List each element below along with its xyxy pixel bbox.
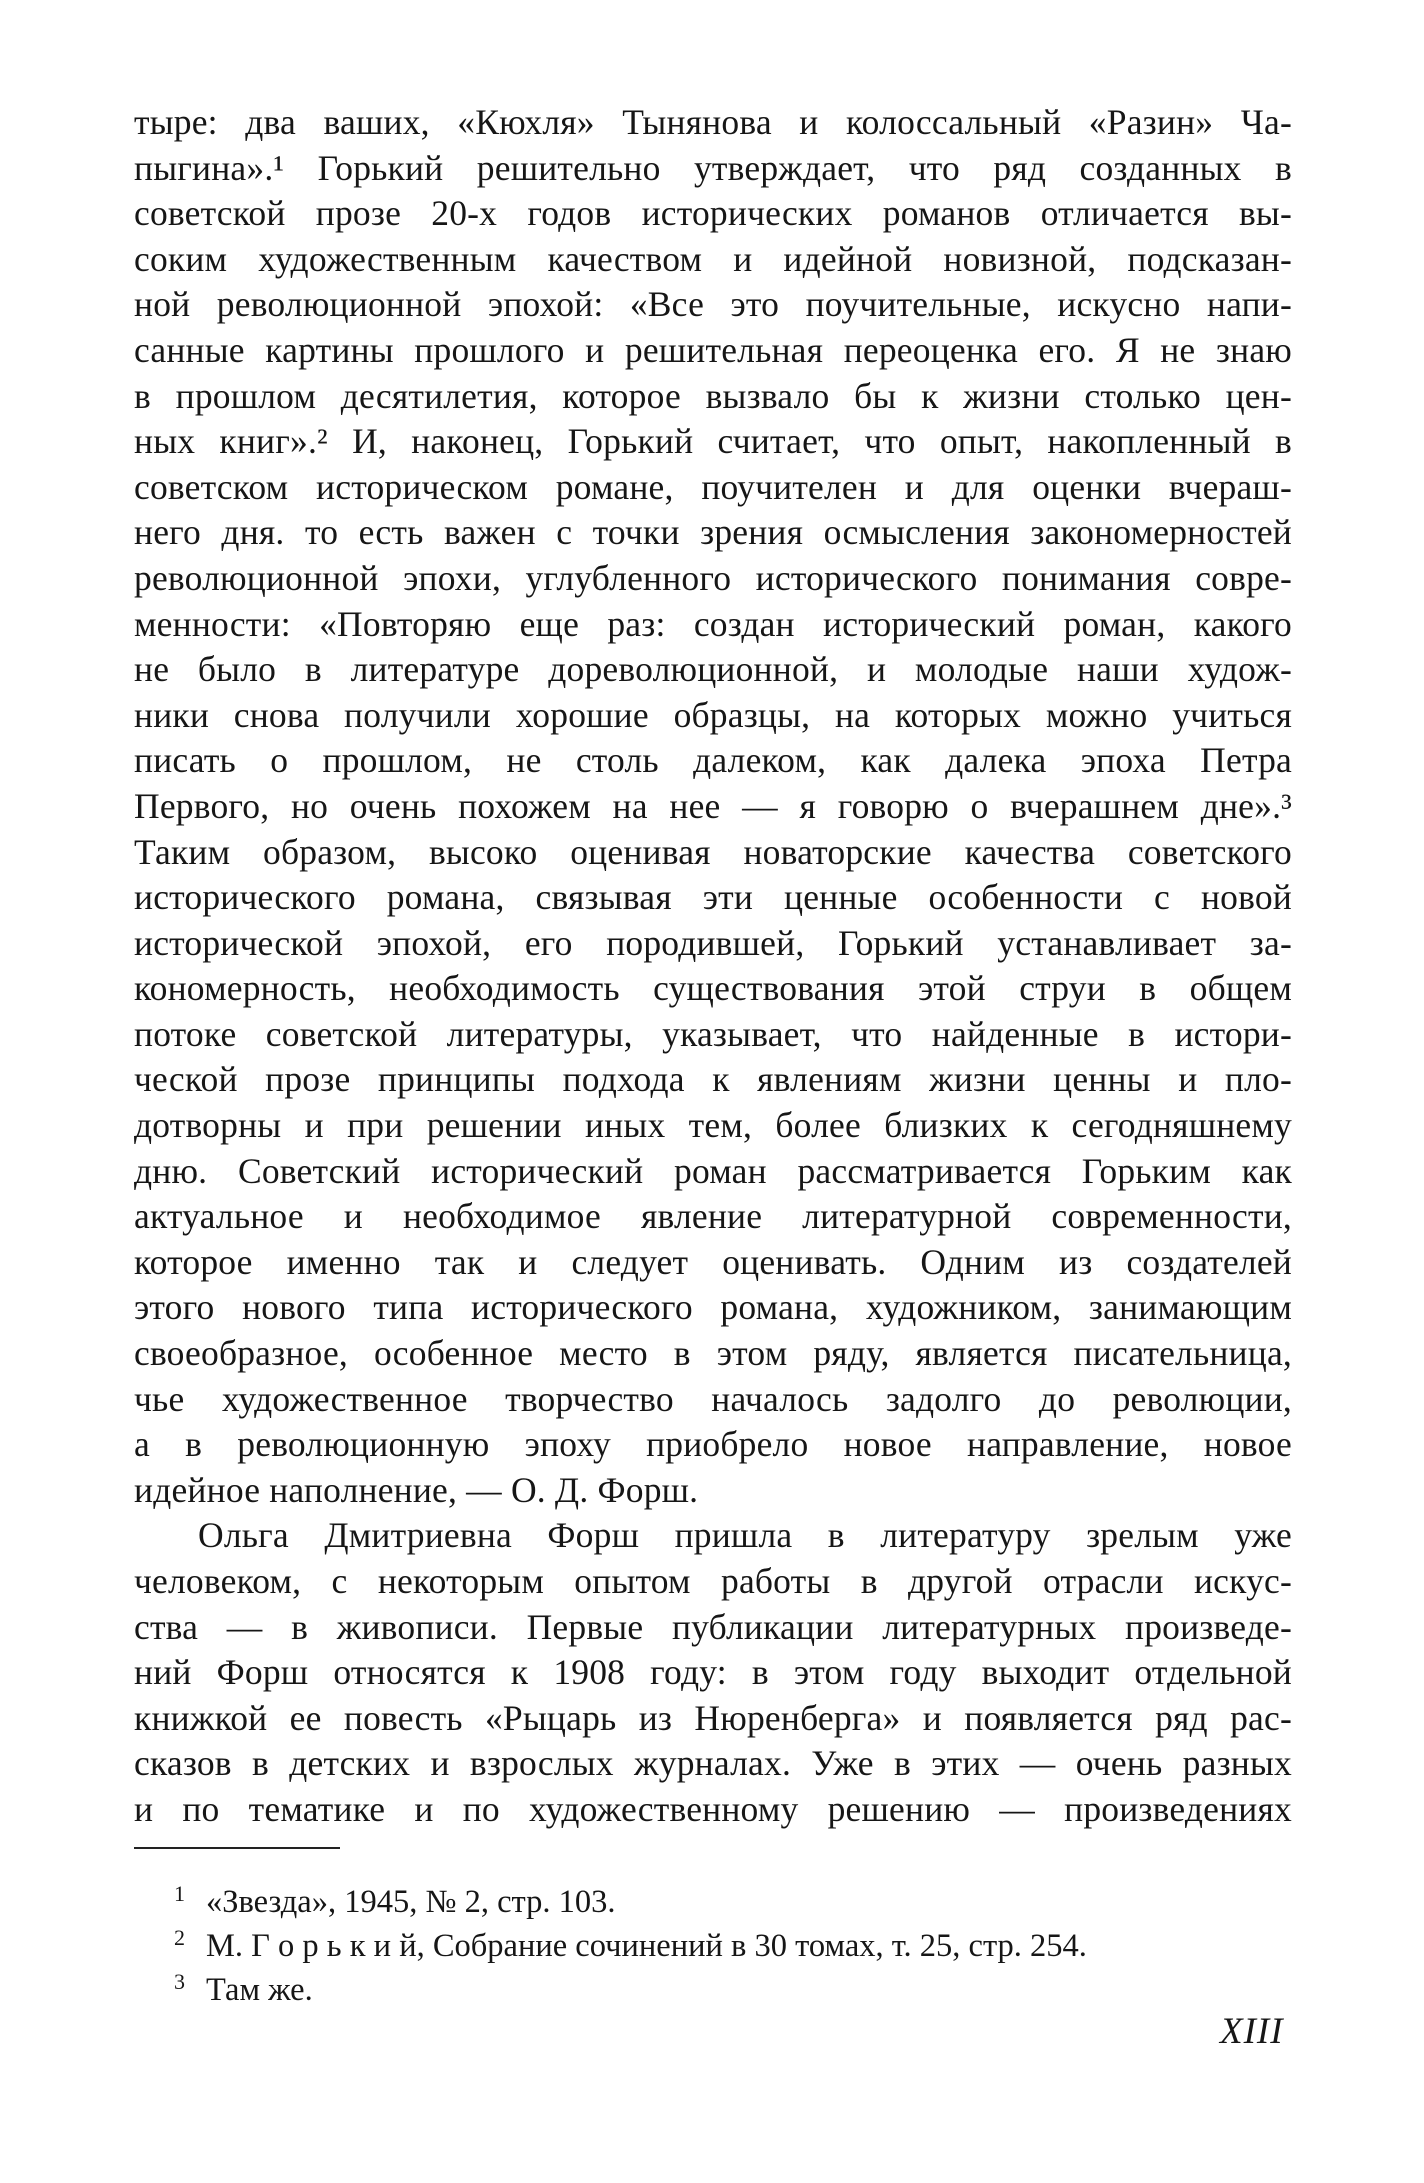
body-line: которое именно так и следует оценивать. Одним из создателей xyxy=(134,1241,1292,1282)
body-line: ний Форш относятся к 1908 году: в этом году выходит отдельной xyxy=(134,1652,1292,1693)
body-line: советском историческом романе, поучителен и для оценки вчераш- xyxy=(134,466,1292,507)
body-line: идейное наполнение, — О. Д. Форш. xyxy=(134,1469,699,1510)
body-line: книжкой ее повесть «Рыцарь из Нюренберга» и появляется ряд рас- xyxy=(134,1697,1292,1738)
body-line: актуальное и необходимое явление литературной современности, xyxy=(134,1196,1292,1237)
body-line: революционной эпохи, углубленного исторического понимания совре- xyxy=(134,557,1292,598)
footnote-mark: 1 xyxy=(174,1881,185,1906)
body-line: дотворны и при решении иных тем, более близких к сегодняшнему xyxy=(134,1105,1292,1146)
body-line: дню. Советский исторический роман рассматривается Горьким как xyxy=(134,1150,1292,1191)
body-line: потоке советской литературы, указывает, что найденные в истори- xyxy=(134,1013,1292,1054)
footnote-mark: 2 xyxy=(174,1925,185,1950)
footnote-text: Там же. xyxy=(206,1972,313,2008)
body-line: ники снова получили хорошие образцы, на которых можно учиться xyxy=(134,694,1292,735)
body-line: тыре: два ваших, «Кюхля» Тынянова и колоссальный «Разин» Ча- xyxy=(134,102,1292,142)
body-line: исторического романа, связывая эти ценные особенности с новой xyxy=(134,877,1292,918)
body-line: писать о прошлом, не столь далеком, как далека эпоха Петра xyxy=(134,740,1292,781)
body-line: санные картины прошлого и решительная переоценка его. Я не знаю xyxy=(134,329,1292,370)
body-line: него дня. то есть важен с точки зрения осмысления закономерностей xyxy=(134,512,1292,553)
footnote-divider xyxy=(134,1847,340,1849)
body-line: сказов в детских и взрослых журналах. Уже в этих — очень разных xyxy=(134,1743,1292,1784)
body-line: не было в литературе дореволюционной, и молодые наши худож- xyxy=(134,649,1292,690)
body-line: этого нового типа исторического романа, художником, занимающим xyxy=(134,1287,1292,1328)
body-line: и по тематике и по художественному решению — произведениях xyxy=(134,1788,1292,1829)
footnote xyxy=(174,1880,1296,1924)
body-line: кономерность, необходимость существования этой струи в общем xyxy=(134,968,1292,1009)
body-line: своеобразное, особенное место в этом ряду, является писательница, xyxy=(134,1333,1292,1374)
body-line: Первого, но очень похожем на нее — я говорю о вчерашнем дне».³ xyxy=(134,785,1292,826)
body-line: пыгина».¹ Горький решительно утверждает, что ряд созданных в xyxy=(134,147,1292,188)
body-line: ных книг».² И, наконец, Горький считает, что опыт, накопленный в xyxy=(134,421,1292,462)
body-line: Таким образом, высоко оценивая новаторские качества советского xyxy=(134,831,1292,872)
body-line: а в революционную эпоху приобрело новое направление, новое xyxy=(134,1424,1292,1465)
footnote xyxy=(174,1924,1296,1968)
body-line: ства — в живописи. Первые публикации литературных произведе- xyxy=(134,1606,1292,1647)
body-line: ческой прозе принципы подхода к явлениям жизни ценны и пло- xyxy=(134,1059,1292,1100)
footnotes xyxy=(174,1880,1296,2012)
body-line: советской прозе 20-х годов исторических романов отличается вы- xyxy=(134,193,1292,234)
body-line: в прошлом десятилетия, которое вызвало бы к жизни столько цен- xyxy=(134,375,1292,416)
body-line: чье художественное творчество началось задолго до революции, xyxy=(134,1378,1292,1419)
footnote-text: «Звезда», 1945, № 2, стр. 103. xyxy=(206,1884,616,1920)
body-line: соким художественным качеством и идейной новизной, подсказан- xyxy=(134,238,1292,279)
body-text xyxy=(134,100,1292,1833)
footnote xyxy=(174,1968,1296,2012)
paragraph-first-line: Ольга Дмитриевна Форш пришла в литературу зрелым уже xyxy=(198,1515,1292,1556)
body-line: ной революционной эпохой: «Все это поучительные, искусно напи- xyxy=(134,284,1292,325)
body-line: менности: «Повторяю еще раз: создан исторический роман, какого xyxy=(134,603,1292,644)
body-line: исторической эпохой, его породившей, Горький устанавливает за- xyxy=(134,922,1292,963)
page-number: XIII xyxy=(1220,2011,1284,2052)
footnote-text: М. Г о р ь к и й, Собрание сочинений в 30 томах, т. 25, стр. 254. xyxy=(206,1928,1087,1964)
body-line: человеком, с некоторым опытом работы в другой отрасли искус- xyxy=(134,1561,1292,1601)
footnote-mark: 3 xyxy=(174,1969,185,1994)
